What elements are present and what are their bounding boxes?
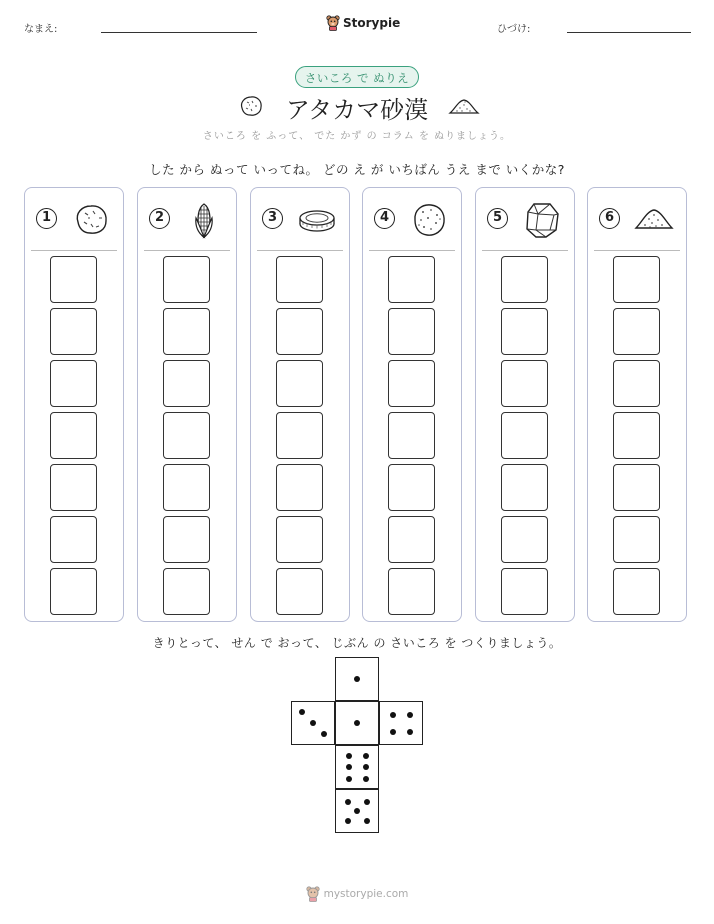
color-box[interactable] [276,464,323,511]
color-box[interactable] [163,256,210,303]
column-divider [31,250,117,251]
color-box[interactable] [388,568,435,615]
name-line[interactable] [101,32,257,33]
column-divider [482,250,568,251]
rock-icon [69,200,113,240]
color-box[interactable] [276,308,323,355]
color-box[interactable] [163,412,210,459]
footer [0,886,714,902]
color-box[interactable] [50,360,97,407]
color-box[interactable] [276,568,323,615]
die-pip [299,709,305,715]
crystal-icon [520,200,564,240]
sand-pile-icon [448,96,480,116]
die-pip [354,676,360,682]
color-box[interactable] [501,256,548,303]
die-pip [345,818,351,824]
color-box[interactable] [501,516,548,563]
color-box[interactable] [613,308,660,355]
color-box[interactable] [276,360,323,407]
column-divider [144,250,230,251]
die-pip [364,818,370,824]
color-box[interactable] [50,568,97,615]
die-pip [390,729,396,735]
column-number: 2 [149,208,170,229]
die-pip [363,776,369,782]
color-box[interactable] [388,256,435,303]
column-4 [362,187,462,622]
die-face-5 [335,789,379,833]
column-divider [594,250,680,251]
subtitle: さいころ を ふって、 でた かず の コラム を ぬりましょう。 [202,131,512,142]
cut-instruction: きりとって、 せん で おって、 じぶん の さいころ を つくりましょう。 [152,636,562,650]
page-title: アタカマ砂漠 [285,96,429,124]
die-pip [354,808,360,814]
color-box[interactable] [163,308,210,355]
color-box[interactable] [501,568,548,615]
die-pip [390,712,396,718]
die-pip [346,764,352,770]
column-3 [250,187,350,622]
die-face-1 [335,701,379,745]
activity-badge: さいころ で ぬりえ [295,66,419,88]
potato-icon [407,200,451,240]
die-face-6 [335,745,379,789]
sand-pile-icon [632,200,676,240]
color-box[interactable] [50,464,97,511]
bear-icon [306,886,320,902]
color-box[interactable] [50,412,97,459]
brand-logo [326,12,400,34]
die-face-3 [291,701,335,745]
coin-icon [295,200,339,240]
color-box[interactable] [163,360,210,407]
color-box[interactable] [276,412,323,459]
column-number: 5 [487,208,508,229]
color-box[interactable] [50,308,97,355]
corn-icon [182,200,226,240]
color-box[interactable] [613,412,660,459]
color-box[interactable] [276,516,323,563]
column-divider [257,250,343,251]
color-box[interactable] [388,412,435,459]
die-pip [363,753,369,759]
color-box[interactable] [613,568,660,615]
color-box[interactable] [613,516,660,563]
color-box[interactable] [501,412,548,459]
color-box[interactable] [501,360,548,407]
column-number: 4 [374,208,395,229]
column-2 [137,187,237,622]
color-box[interactable] [388,308,435,355]
color-box[interactable] [501,308,548,355]
column-6 [587,187,687,622]
instruction: した から ぬって いってね。 どの え が いちばん うえ まで いくかな? [149,162,565,177]
color-box[interactable] [388,360,435,407]
color-box[interactable] [163,568,210,615]
column-5 [475,187,575,622]
die-pip [321,731,327,737]
footer-url[interactable]: mystorypie.com [323,888,409,900]
die-pip [346,776,352,782]
column-number: 1 [36,208,57,229]
die-pip [407,712,413,718]
color-box[interactable] [50,256,97,303]
column-1 [24,187,124,622]
die-face-1 [335,657,379,701]
color-box[interactable] [613,256,660,303]
color-box[interactable] [276,256,323,303]
column-number: 6 [599,208,620,229]
die-pip [407,729,413,735]
die-face-4 [379,701,423,745]
color-box[interactable] [163,464,210,511]
die-pip [354,720,360,726]
color-box[interactable] [613,360,660,407]
brand-name: Storypie [343,16,401,30]
die-pip [310,720,316,726]
color-box[interactable] [388,516,435,563]
color-box[interactable] [501,464,548,511]
date-line[interactable] [567,32,691,33]
column-number: 3 [262,208,283,229]
die-pip [345,799,351,805]
die-pip [346,753,352,759]
color-box[interactable] [613,464,660,511]
color-box[interactable] [50,516,97,563]
date-label: ひづけ: [497,24,531,35]
color-box[interactable] [388,464,435,511]
die-pip [364,799,370,805]
name-label: なまえ: [24,24,58,35]
color-box[interactable] [163,516,210,563]
column-divider [369,250,455,251]
die-pip [363,764,369,770]
bear-icon [326,15,340,31]
